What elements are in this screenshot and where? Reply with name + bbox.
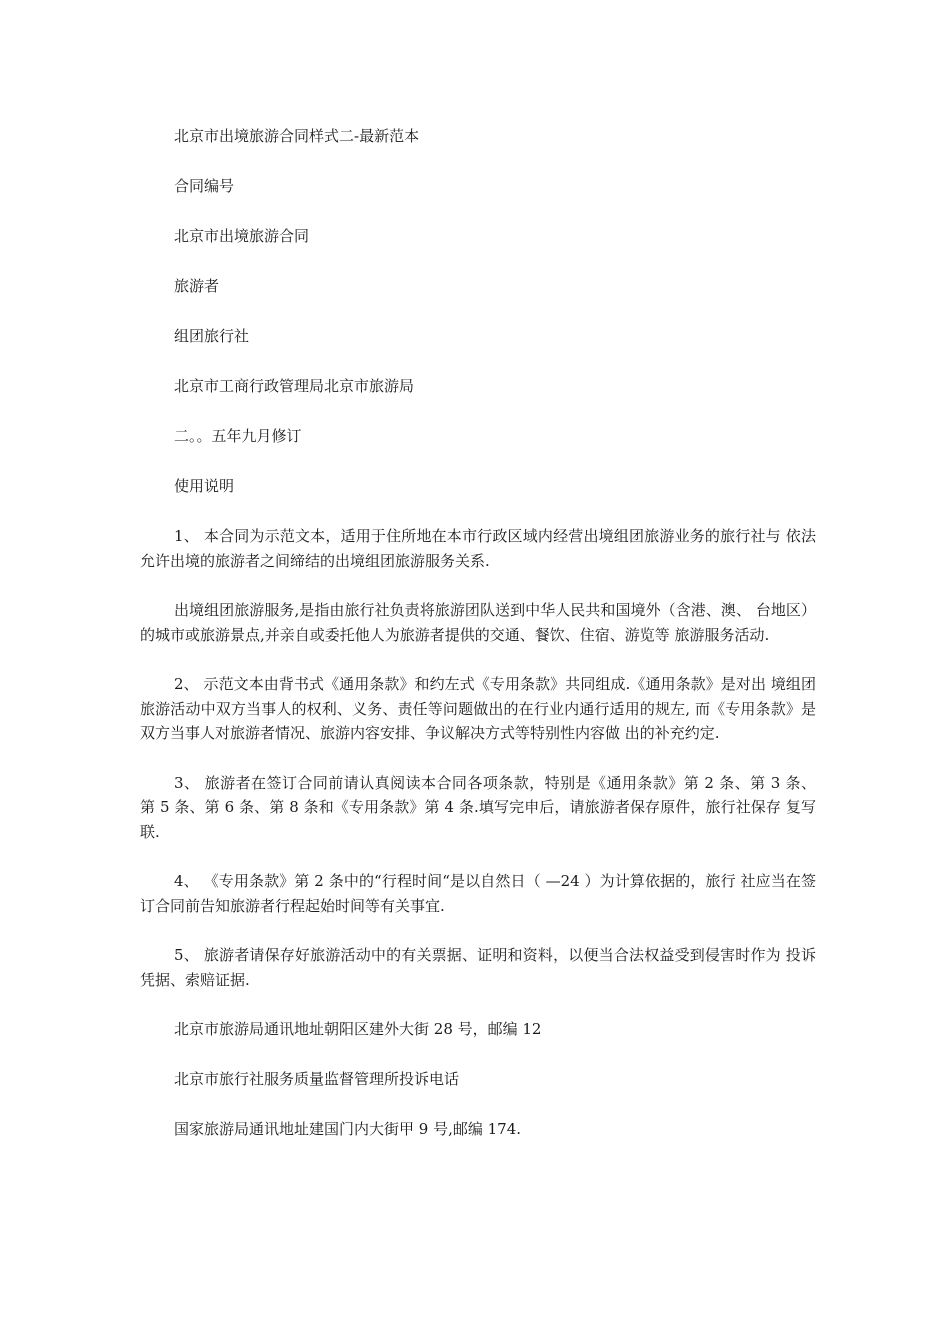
revision-line: 二。。五年九月修订 [174,427,302,445]
issuers-line: 北京市工商行政管理局北京市旅游局 [174,377,415,395]
instructions-heading: 使用说明 [174,477,235,495]
paragraph-2: 2、 示范文本由背书式《通用条款》和约左式《专用条款》共同组成.《通用条款》是对出 境组团旅游活动中双方当事人的权利、义务、责任等问题做出的在行业内通行适用的规左, 而《专用条款》是双方当事人对旅游者情况、旅游内容安排、争议解决方式等特别性内容做 出的补充约定. [140,675,816,742]
paragraph-5: 5、 旅游者请保存好旅游活动中的有关票据、证明和资料，以便当合法权益受到侵害时作为 投诉凭据、索赔证据. [140,946,816,989]
contract-number-label: 合同编号 [174,177,235,195]
footer-line-complaint-phone: 北京市旅行社服务质量监督管理所投诉电话 [174,1070,460,1088]
paragraph-3: 3、 旅游者在签订合同前请认真阅读本合同各项条款，特别是《通用条款》第 2 条、第 3 条、 第 5 条、第 6 条、第 8 条和《专用条款》第 4 条.填写完申后，请旅游者保存原件，旅行社保存 复写联. [140,773,816,841]
contract-name: 北京市出境旅游合同 [174,227,310,245]
paragraph-4: 4、 《专用条款》第 2 条中的“行程时间“是以自然日（ —24 ）为计算依据的，旅行 社应当在签订合同前告知旅游者行程起始时间等有关事宜. [140,872,816,915]
paragraph-1: 1、 本合同为示范文本，适用于住所地在本市行政区域内经营出境组团旅游业务的旅行社与 依法允许出境的旅游者之间缔结的出境组团旅游服务关系. [140,527,816,570]
paragraph-definition: 出境组团旅游服务,是指由旅行社负责将旅游团队送到中华人民共和国境外（含港、澳、 台地区）的城市或旅游景点,并亲自或委托他人为旅游者提供的交通、餐饮、住宿、游览等 旅游服务活动. [140,601,816,644]
agency-label: 组团旅行社 [174,327,250,345]
document-body [140,124,816,1167]
footer-line-tourism-bureau-address: 北京市旅游局通讯地址朝阳区建外大街 28 号，邮编 12 [174,1020,542,1038]
document-title: 北京市出境旅游合同样式二-最新范本 [174,127,420,145]
footer-line-national-bureau-address: 国家旅游局通讯地址建国门内大街甲 9 号,邮编 174. [174,1120,522,1138]
tourist-label: 旅游者 [174,277,220,295]
